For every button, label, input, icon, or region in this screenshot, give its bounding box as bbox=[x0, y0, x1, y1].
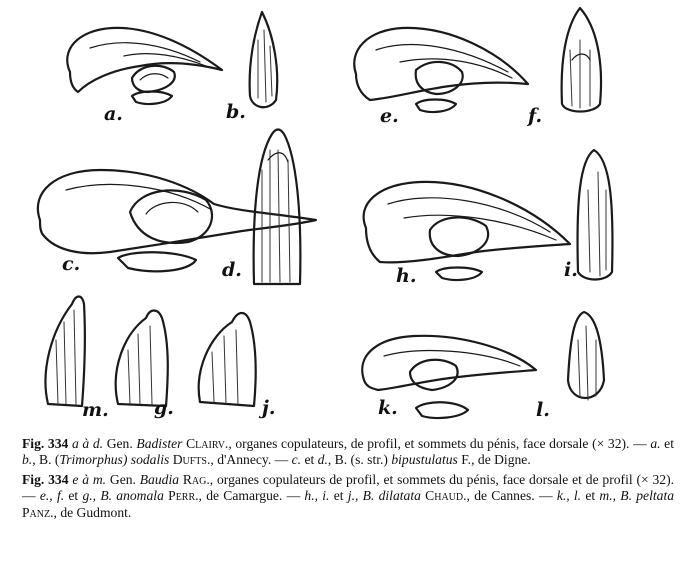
drawing-m bbox=[45, 297, 84, 407]
drawing-i bbox=[578, 150, 613, 280]
caption-paragraph-1: Fig. 334 a à d. Gen. Badister Clairv., organes copulateurs, de profil, et sommets du pénis, face dorsale (× 32). — a. et b., B. (Trimorphus) sodalis Dufts., d'Annecy. — c. et d., B. (s. str.) bipustulatus F., de Digne. bbox=[22, 436, 674, 468]
label-h: h. bbox=[396, 265, 417, 287]
drawing-l bbox=[568, 312, 604, 400]
label-l: l. bbox=[536, 399, 550, 421]
label-f: f. bbox=[528, 105, 543, 127]
label-i: i. bbox=[564, 259, 578, 281]
drawing-j bbox=[199, 313, 256, 406]
drawing-h bbox=[364, 182, 570, 280]
label-g: g. bbox=[154, 397, 174, 419]
label-c: c. bbox=[62, 253, 81, 275]
drawing-f bbox=[562, 8, 601, 112]
drawing-e bbox=[354, 28, 528, 112]
drawing-g bbox=[116, 311, 168, 407]
drawing-a bbox=[67, 28, 222, 104]
label-e: e. bbox=[380, 105, 399, 127]
label-a: a. bbox=[104, 103, 123, 125]
drawing-b bbox=[250, 12, 278, 107]
figure-caption bbox=[22, 436, 674, 524]
label-b: b. bbox=[226, 101, 246, 123]
label-m: m. bbox=[82, 399, 109, 421]
label-j: j. bbox=[262, 397, 276, 419]
drawing-d bbox=[254, 130, 301, 285]
label-k: k. bbox=[378, 397, 398, 419]
caption-paragraph-2: Fig. 334 e à m. Gen. Baudia Rag., organes copulateurs de profil, et sommets du pénis, face dorsale et de profil (× 32). — e., f. et g., B. anomala Perr., de Camargue. — h., i. et j., B. dilatata Chaud., de Cannes. — k., l. et m., B. peltata Panz., de Gudmont. bbox=[22, 471, 675, 520]
label-d: d. bbox=[222, 259, 242, 281]
